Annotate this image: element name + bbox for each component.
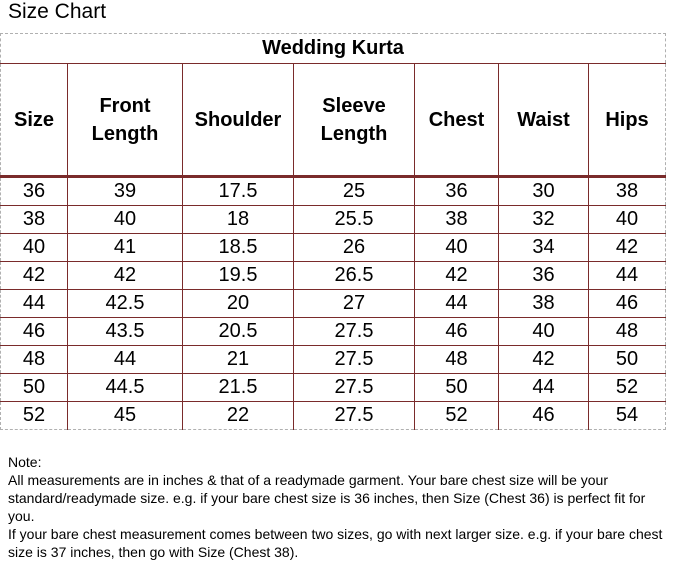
- note-line-1: All measurements are in inches & that of a readymade garment. Your bare chest size will be your standard/readymade size. e.g. if your bare chest size is 36 inches, then Size (Chest 36) is perfect fit for you.: [8, 472, 646, 524]
- table-cell: 42: [499, 346, 589, 374]
- column-header: [68, 64, 183, 177]
- table-row: [1, 290, 666, 318]
- table-cell: 42: [589, 234, 666, 262]
- table-cell: 50: [1, 374, 68, 402]
- table-cell: 20: [183, 290, 294, 318]
- column-header: [1, 64, 68, 177]
- table-row: [1, 177, 666, 206]
- table-title: Wedding Kurta: [1, 34, 666, 64]
- column-header-text: Length: [91, 122, 159, 145]
- table-cell: 46: [499, 402, 589, 430]
- table-cell: 50: [415, 374, 499, 402]
- table-cell: 36: [1, 177, 68, 206]
- table-cell: 43.5: [68, 318, 183, 346]
- table-row: [1, 402, 666, 430]
- column-header: [589, 64, 666, 177]
- table-row: [1, 346, 666, 374]
- table-cell: 18.5: [183, 234, 294, 262]
- table-cell: 48: [589, 318, 666, 346]
- table-cell: 38: [499, 290, 589, 318]
- table-cell: 19.5: [183, 262, 294, 290]
- table-cell: 46: [415, 318, 499, 346]
- table-cell: 21: [183, 346, 294, 374]
- column-header-text: Shoulder: [194, 108, 282, 131]
- table-cell: 40: [499, 318, 589, 346]
- table-cell: 52: [589, 374, 666, 402]
- table-cell: 27.5: [294, 402, 415, 430]
- table-cell: 17.5: [183, 177, 294, 206]
- table-cell: 46: [589, 290, 666, 318]
- table-row: [1, 262, 666, 290]
- column-header-text: Hips: [605, 108, 649, 131]
- table-row: [1, 318, 666, 346]
- table-row: [1, 206, 666, 234]
- table-cell: 42: [68, 262, 183, 290]
- table-cell: 36: [415, 177, 499, 206]
- table-cell: 54: [589, 402, 666, 430]
- column-header: [183, 64, 294, 177]
- table-cell: 27.5: [294, 374, 415, 402]
- table-cell: 40: [415, 234, 499, 262]
- table-cell: 34: [499, 234, 589, 262]
- table-cell: 40: [589, 206, 666, 234]
- table-cell: 25.5: [294, 206, 415, 234]
- table-body: [1, 177, 666, 430]
- table-cell: 46: [1, 318, 68, 346]
- table-cell: 48: [1, 346, 68, 374]
- column-header: [415, 64, 499, 177]
- table-cell: 22: [183, 402, 294, 430]
- table-cell: 45: [68, 402, 183, 430]
- table-cell: 42: [1, 262, 68, 290]
- table-cell: 44: [589, 262, 666, 290]
- table-cell: 50: [589, 346, 666, 374]
- table-cell: 25: [294, 177, 415, 206]
- table-cell: 40: [1, 234, 68, 262]
- page-title: Size Chart: [8, 0, 107, 23]
- table-cell: 38: [1, 206, 68, 234]
- table-cell: 38: [589, 177, 666, 206]
- table-cell: 20.5: [183, 318, 294, 346]
- table-cell: 44: [68, 346, 183, 374]
- column-header-text: Chest: [428, 108, 485, 131]
- table-row: [1, 234, 666, 262]
- table-cell: 18: [183, 206, 294, 234]
- header-row: [1, 64, 666, 177]
- table-cell: 30: [499, 177, 589, 206]
- column-header-text: Front: [99, 94, 151, 117]
- note-section: [8, 453, 673, 561]
- column-header: [294, 64, 415, 177]
- column-header-text: Sleeve: [322, 94, 386, 117]
- table-cell: 44: [1, 290, 68, 318]
- table-cell: 48: [415, 346, 499, 374]
- table-cell: 21.5: [183, 374, 294, 402]
- column-header: [499, 64, 589, 177]
- table-cell: 39: [68, 177, 183, 206]
- column-header-text: Size: [13, 108, 55, 131]
- table-cell: 52: [1, 402, 68, 430]
- table-cell: 44: [415, 290, 499, 318]
- column-header-text: Waist: [517, 108, 570, 131]
- table-cell: 40: [68, 206, 183, 234]
- table-cell: 42.5: [68, 290, 183, 318]
- note-line-2: If your bare chest measurement comes between two sizes, go with next larger size. e.g. if your bare chest size is 37 inches, then go with Size (Chest 38).: [8, 526, 663, 560]
- table-cell: 44: [499, 374, 589, 402]
- table-cell: 41: [68, 234, 183, 262]
- table-cell: 44.5: [68, 374, 183, 402]
- table-cell: 27.5: [294, 318, 415, 346]
- column-header-text: Length: [320, 122, 388, 145]
- table-cell: 36: [499, 262, 589, 290]
- table-cell: 38: [415, 206, 499, 234]
- table-cell: 42: [415, 262, 499, 290]
- table-cell: 27: [294, 290, 415, 318]
- table-cell: 52: [415, 402, 499, 430]
- table-cell: 26.5: [294, 262, 415, 290]
- table-row: [1, 374, 666, 402]
- note-label: Note:: [8, 454, 42, 470]
- table-cell: 32: [499, 206, 589, 234]
- table-cell: 27.5: [294, 346, 415, 374]
- size-chart-table: [0, 33, 666, 430]
- table-cell: 26: [294, 234, 415, 262]
